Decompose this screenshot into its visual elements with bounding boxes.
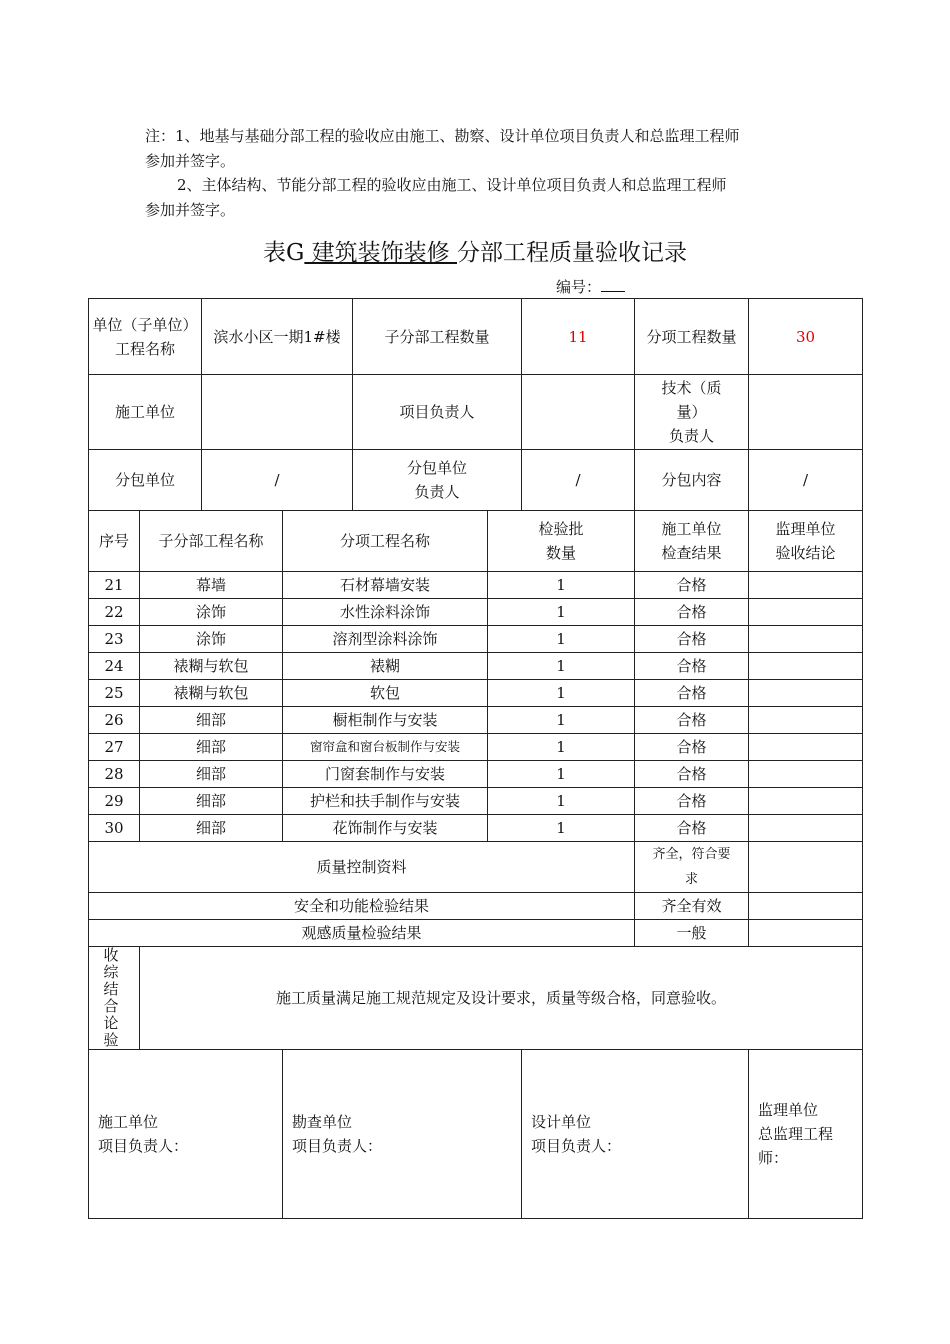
conclusion-row <box>89 947 863 1050</box>
col-batch-count-line-1: 检验批 <box>538 520 584 538</box>
subcontractor-manager-label-line-2: 负责人 <box>414 483 460 501</box>
title-suffix: 分部工程质量验收记录 <box>457 240 687 266</box>
row-batch: 1 <box>488 572 635 599</box>
col-item: 分项工程名称 <box>283 511 488 572</box>
technical-manager-label-line-1: 技术（质 <box>661 379 722 397</box>
row-accept <box>749 815 863 842</box>
subcontract-content-label: 分包内容 <box>635 450 749 511</box>
table-row <box>89 572 863 599</box>
col-batch-count-line-2: 数量 <box>546 544 577 562</box>
row-item: 护栏和扶手制作与安装 <box>283 788 488 815</box>
row-item: 石材幕墙安装 <box>283 572 488 599</box>
unit-name-label: 单位（子单位）工程名称 <box>89 299 202 375</box>
table-row <box>89 599 863 626</box>
title-division-name: 建筑装饰装修 <box>304 240 457 266</box>
row-check: 合格 <box>635 761 749 788</box>
col-sub-division: 子分部工程名称 <box>140 511 283 572</box>
row-batch: 1 <box>488 815 635 842</box>
technical-manager-value <box>749 375 863 450</box>
quality-control-value-line-2: 求 <box>685 872 699 887</box>
row-sub-division: 细部 <box>140 734 283 761</box>
row-sub-division: 细部 <box>140 788 283 815</box>
row-check: 合格 <box>635 734 749 761</box>
subcontractor-manager-value: / <box>522 450 635 511</box>
appearance-value: 一般 <box>635 920 749 947</box>
subcontractor-manager-label-line-1: 分包单位 <box>407 459 468 477</box>
table-row <box>89 626 863 653</box>
column-header-row <box>89 511 863 572</box>
document-number-blank <box>601 277 625 292</box>
signature-unit: 设计单位 <box>531 1113 592 1131</box>
row-check: 合格 <box>635 653 749 680</box>
row-seq: 26 <box>89 707 140 734</box>
subcontractor-value: / <box>202 450 353 511</box>
sub-division-count-value: 11 <box>522 299 635 375</box>
row-item: 水性涂料涂饰 <box>283 599 488 626</box>
row-batch: 1 <box>488 626 635 653</box>
signature-role: 项目负责人： <box>531 1137 622 1155</box>
row-batch: 1 <box>488 707 635 734</box>
contractor-label: 施工单位 <box>89 375 202 450</box>
col-supervisor-accept <box>749 511 863 572</box>
safety-accept <box>749 893 863 920</box>
quality-control-label: 质量控制资料 <box>89 842 635 893</box>
row-batch: 1 <box>488 761 635 788</box>
row-item: 花饰制作与安装 <box>283 815 488 842</box>
row-accept <box>749 653 863 680</box>
quality-control-value <box>635 842 749 893</box>
row-check: 合格 <box>635 599 749 626</box>
row-check: 合格 <box>635 788 749 815</box>
conclusion-text: 施工质量满足施工规范规定及设计要求，质量等级合格，同意验收。 <box>140 947 863 1050</box>
header-row-3 <box>89 450 863 511</box>
table-row <box>89 680 863 707</box>
technical-manager-label-line-2: 量） <box>676 403 707 421</box>
table-row <box>89 734 863 761</box>
row-seq: 22 <box>89 599 140 626</box>
signature-design <box>522 1050 749 1219</box>
signature-role: 项目负责人： <box>98 1137 189 1155</box>
signature-unit: 勘查单位 <box>292 1113 353 1131</box>
row-sub-division: 涂饰 <box>140 599 283 626</box>
conclusion-label <box>89 947 140 1050</box>
note-line-1: 注：1、地基与基础分部工程的验收应由施工、勘察、设计单位项目负责人和总监理工程师 <box>145 127 740 145</box>
signature-unit: 监理单位 <box>758 1101 819 1119</box>
appearance-accept <box>749 920 863 947</box>
row-seq: 23 <box>89 626 140 653</box>
row-accept <box>749 788 863 815</box>
table-row <box>89 815 863 842</box>
row-item: 门窗套制作与安装 <box>283 761 488 788</box>
notes <box>145 124 815 222</box>
document-number-label: 编号： <box>556 278 602 296</box>
subcontractor-label: 分包单位 <box>89 450 202 511</box>
col-supervisor-accept-line-2: 验收结论 <box>775 544 836 562</box>
signature-contractor <box>89 1050 283 1219</box>
row-sub-division: 裱糊与软包 <box>140 653 283 680</box>
col-contractor-check-line-2: 检查结果 <box>661 544 722 562</box>
row-accept <box>749 707 863 734</box>
technical-manager-label <box>635 375 749 450</box>
subcontractor-manager-label <box>353 450 522 511</box>
row-batch: 1 <box>488 599 635 626</box>
acceptance-table <box>88 298 863 1219</box>
row-batch: 1 <box>488 680 635 707</box>
sub-division-count-label: 子分部工程数量 <box>353 299 522 375</box>
signature-role: 总监理工程师： <box>758 1125 834 1167</box>
col-supervisor-accept-line-1: 监理单位 <box>775 520 836 538</box>
col-contractor-check <box>635 511 749 572</box>
project-manager-label: 项目负责人 <box>353 375 522 450</box>
row-seq: 29 <box>89 788 140 815</box>
title-prefix: 表G <box>263 240 305 266</box>
table-row <box>89 788 863 815</box>
row-sub-division: 细部 <box>140 707 283 734</box>
row-item: 溶剂型涂料涂饰 <box>283 626 488 653</box>
table-row <box>89 707 863 734</box>
table-row <box>89 653 863 680</box>
row-check: 合格 <box>635 626 749 653</box>
note-line-3: 2、主体结构、节能分部工程的验收应由施工、设计单位项目负责人和总监理工程师 <box>177 176 727 194</box>
subcontract-content-value: / <box>749 450 863 511</box>
col-seq: 序号 <box>89 511 140 572</box>
row-item: 窗帘盒和窗台板制作与安装 <box>283 734 488 761</box>
appearance-label: 观感质量检验结果 <box>89 920 635 947</box>
quality-control-accept <box>749 842 863 893</box>
row-sub-division: 幕墙 <box>140 572 283 599</box>
document-number <box>556 276 625 297</box>
header-row-2 <box>89 375 863 450</box>
signature-supervision <box>749 1050 863 1219</box>
unit-name-value: 滨水小区一期1#楼 <box>202 299 353 375</box>
safety-label: 安全和功能检验结果 <box>89 893 635 920</box>
row-seq: 25 <box>89 680 140 707</box>
quality-control-row <box>89 842 863 893</box>
note-line-4: 参加并签字。 <box>145 200 236 219</box>
row-accept <box>749 599 863 626</box>
row-batch: 1 <box>488 734 635 761</box>
signature-role: 项目负责人： <box>292 1137 383 1155</box>
technical-manager-label-line-3: 负责人 <box>669 427 715 445</box>
row-sub-division: 细部 <box>140 761 283 788</box>
table-row <box>89 761 863 788</box>
row-seq: 24 <box>89 653 140 680</box>
page-title <box>0 234 950 267</box>
row-seq: 21 <box>89 572 140 599</box>
row-batch: 1 <box>488 788 635 815</box>
row-item: 裱糊 <box>283 653 488 680</box>
conclusion-label-line-3: 论 验 <box>103 1014 125 1049</box>
item-count-label: 分项工程数量 <box>635 299 749 375</box>
row-accept <box>749 680 863 707</box>
row-sub-division: 裱糊与软包 <box>140 680 283 707</box>
contractor-value <box>202 375 353 450</box>
row-seq: 27 <box>89 734 140 761</box>
row-batch: 1 <box>488 653 635 680</box>
row-accept <box>749 734 863 761</box>
row-accept <box>749 572 863 599</box>
row-sub-division: 涂饰 <box>140 626 283 653</box>
row-accept <box>749 626 863 653</box>
conclusion-label-line-2: 结 合 <box>103 980 125 1015</box>
row-check: 合格 <box>635 680 749 707</box>
row-accept <box>749 761 863 788</box>
row-item: 软包 <box>283 680 488 707</box>
col-batch-count <box>488 511 635 572</box>
col-contractor-check-line-1: 施工单位 <box>661 520 722 538</box>
row-seq: 30 <box>89 815 140 842</box>
appearance-row <box>89 920 863 947</box>
signature-unit: 施工单位 <box>98 1113 159 1131</box>
safety-value: 齐全有效 <box>635 893 749 920</box>
row-seq: 28 <box>89 761 140 788</box>
row-item: 橱柜制作与安装 <box>283 707 488 734</box>
safety-row <box>89 893 863 920</box>
row-check: 合格 <box>635 572 749 599</box>
header-row-1 <box>89 299 863 375</box>
row-sub-division: 细部 <box>140 815 283 842</box>
item-count-value: 30 <box>749 299 863 375</box>
project-manager-value <box>522 375 635 450</box>
row-check: 合格 <box>635 707 749 734</box>
row-check: 合格 <box>635 815 749 842</box>
conclusion-label-line-1: 收 综 <box>103 946 125 981</box>
signature-row <box>89 1050 863 1219</box>
quality-control-value-line-1: 齐全，符合要 <box>652 847 731 862</box>
note-line-2: 参加并签字。 <box>145 151 236 170</box>
signature-survey <box>283 1050 522 1219</box>
